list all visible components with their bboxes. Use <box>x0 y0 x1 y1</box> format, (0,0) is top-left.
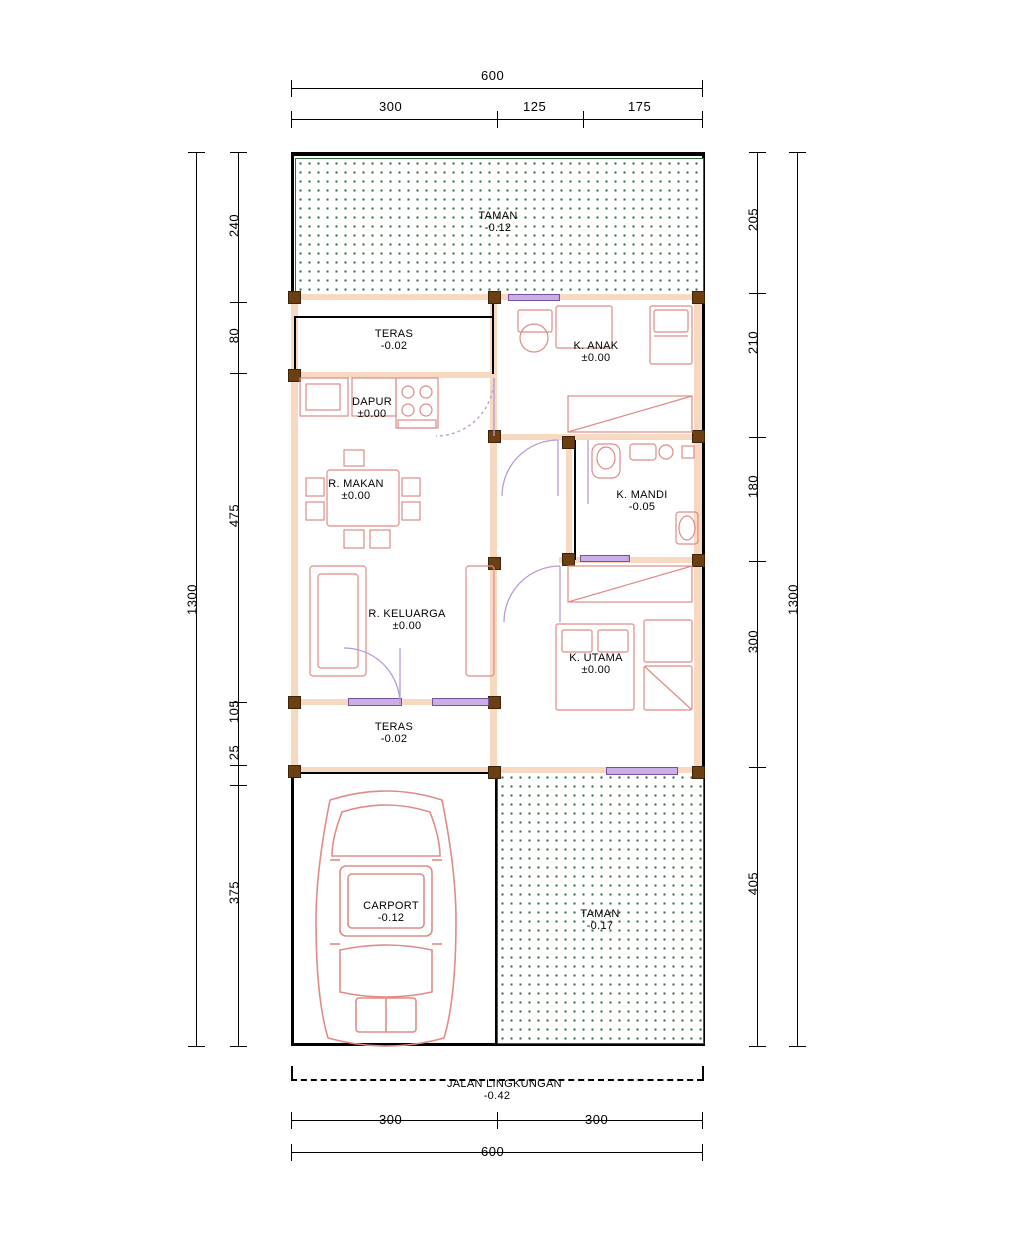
bottom-overall-dim-label: 600 <box>481 1144 505 1159</box>
room-name: K. MANDI <box>616 489 668 501</box>
dim-tick <box>749 767 766 768</box>
room-level: ±0.00 <box>392 620 422 632</box>
right-seg-180-label: 180 <box>745 474 761 499</box>
column <box>488 430 501 443</box>
right-seg-300-label: 300 <box>745 629 761 654</box>
column <box>488 291 501 304</box>
room-name: TERAS <box>374 721 414 733</box>
room-label-k-utama <box>546 652 646 676</box>
dim-tick <box>789 152 806 153</box>
dim-tick <box>749 1046 766 1047</box>
street-level: -0.42 <box>483 1090 511 1102</box>
left-seg-105-label: 105 <box>226 699 242 724</box>
room-label-taman-atas <box>448 210 548 234</box>
room-label-carport <box>336 900 446 924</box>
room-level: ±0.00 <box>357 408 387 420</box>
bottom-seg1-dim-label: 300 <box>379 1112 403 1127</box>
room-level: -0.12 <box>377 912 405 924</box>
left-seg-240-label: 240 <box>226 213 242 238</box>
column <box>692 430 705 443</box>
dim-tick <box>188 1046 205 1047</box>
dim-tick <box>230 785 247 786</box>
window <box>348 698 402 706</box>
top-overall-dim-line <box>291 88 703 89</box>
room-label-k-mandi <box>592 489 692 513</box>
dim-tick <box>230 1046 247 1047</box>
dim-tick <box>702 1112 703 1129</box>
room-name: CARPORT <box>363 900 419 912</box>
left-overall-dim-label: 1300 <box>184 584 200 615</box>
wall-band-dapur-top <box>291 372 496 378</box>
right-seg-205-label: 205 <box>745 207 761 232</box>
window <box>508 294 560 301</box>
room-level: ±0.00 <box>581 352 611 364</box>
top-seg2-dim-label: 125 <box>523 99 547 114</box>
column <box>288 369 301 382</box>
dim-tick <box>291 111 292 128</box>
room-level: -0.05 <box>628 501 656 513</box>
dim-tick <box>583 111 584 128</box>
kmandi-divider-left <box>574 440 576 560</box>
room-label-teras-bawah <box>344 721 444 745</box>
dim-tick <box>702 1144 703 1161</box>
column <box>562 436 575 449</box>
dim-tick <box>291 1144 292 1161</box>
column <box>488 696 501 709</box>
room-name: TAMAN <box>580 908 620 920</box>
column <box>288 696 301 709</box>
dim-tick <box>749 561 766 562</box>
column <box>692 766 705 779</box>
window <box>580 555 630 562</box>
carport-outline-right <box>495 772 497 1043</box>
street-left-edge <box>291 1066 293 1081</box>
right-seg-405-label: 405 <box>745 871 761 896</box>
top-overall-dim-label: 600 <box>481 68 505 83</box>
room-level: -0.17 <box>586 920 614 932</box>
wall-band-kmandi-left <box>566 440 572 560</box>
dim-tick <box>702 80 703 97</box>
left-seg-375-label: 375 <box>226 880 242 905</box>
dim-tick <box>702 111 703 128</box>
dim-tick <box>749 293 766 294</box>
carport-outline-top <box>294 772 497 774</box>
dim-tick <box>230 302 247 303</box>
room-label-taman-bawah <box>550 908 650 932</box>
dim-tick <box>291 1112 292 1129</box>
column <box>288 291 301 304</box>
wall-band-kanak-bottom <box>497 434 702 440</box>
room-label-r-keluarga <box>352 608 462 632</box>
column <box>692 291 705 304</box>
dim-tick <box>291 80 292 97</box>
teras-atas-outline-left <box>294 316 296 374</box>
left-seg-80-label: 80 <box>226 327 242 344</box>
dim-tick <box>230 152 247 153</box>
column <box>488 557 501 570</box>
site-boundary-top <box>291 152 705 156</box>
bottom-seg2-dim-label: 300 <box>585 1112 609 1127</box>
top-seg1-dim-label: 300 <box>379 99 403 114</box>
room-label-k-anak <box>546 340 646 364</box>
street-label <box>447 1078 562 1102</box>
room-name: DAPUR <box>351 396 392 408</box>
column <box>562 553 575 566</box>
column <box>288 765 301 778</box>
dim-tick <box>497 1112 498 1129</box>
window <box>606 767 678 775</box>
room-name: K. ANAK <box>573 340 619 352</box>
column <box>692 554 705 567</box>
dim-tick <box>749 152 766 153</box>
room-level: ±0.00 <box>341 490 371 502</box>
column <box>488 766 501 779</box>
dim-tick <box>749 437 766 438</box>
room-name: TERAS <box>374 328 414 340</box>
room-name: R. MAKAN <box>328 478 384 490</box>
room-label-teras-atas <box>344 328 444 352</box>
dim-tick <box>789 1046 806 1047</box>
room-level: -0.12 <box>484 222 512 234</box>
window <box>432 698 489 706</box>
wall-band-right <box>694 294 702 772</box>
room-label-r-makan <box>306 478 406 502</box>
room-name: TAMAN <box>478 210 518 222</box>
left-seg-475-label: 475 <box>226 503 242 528</box>
right-seg-210-label: 210 <box>745 330 761 355</box>
right-overall-dim-label: 1300 <box>785 584 801 615</box>
teras-atas-outline-right <box>492 294 494 374</box>
dim-tick <box>497 111 498 128</box>
room-level: ±0.00 <box>581 664 611 676</box>
teras-atas-outline-top <box>294 316 494 318</box>
room-level: -0.02 <box>380 340 408 352</box>
street-right-edge <box>702 1066 704 1081</box>
dim-tick <box>188 152 205 153</box>
dim-tick <box>230 373 247 374</box>
street-name: JALAN LINGKUNGAN <box>447 1078 562 1090</box>
room-name: K. UTAMA <box>569 652 623 664</box>
top-seg3-dim-label: 175 <box>628 99 652 114</box>
left-seg-25-label: 25 <box>226 744 242 761</box>
room-level: -0.02 <box>380 733 408 745</box>
room-label-dapur <box>322 396 422 420</box>
room-name: R. KELUARGA <box>368 608 446 620</box>
